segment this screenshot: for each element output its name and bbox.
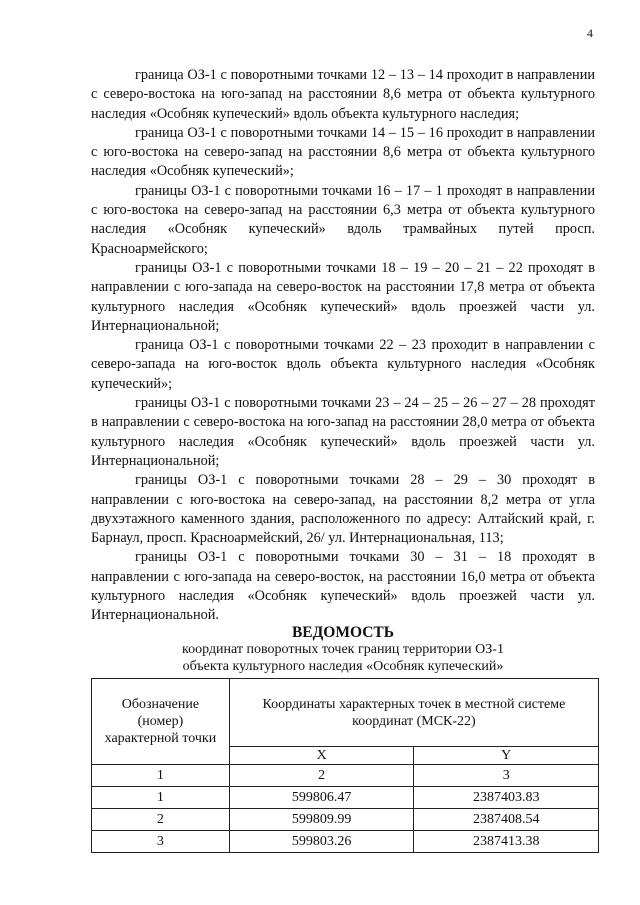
y-coordinate: 2387413.38 <box>414 831 599 853</box>
boundary-description <box>91 66 595 626</box>
point-number: 3 <box>92 831 230 853</box>
header-point-designation: Обозначение (номер) характерной точки <box>92 679 230 765</box>
table-row <box>92 831 599 853</box>
paragraph: граница ОЗ-1 с поворотными точками 14 – 15 – 16 проходит в направлении с юго-востока на северо-запад на расстоянии 8,6 метра от объекта культурного наследия «Особняк купеческий»; <box>91 124 595 180</box>
paragraph: границы ОЗ-1 с поворотными точками 28 – 29 – 30 проходят в направлении с юго-востока на северо-запад, на расстоянии 8,2 метра от угла двухэтажного каменного здания, расположенного по адресу: Алтайский край, г. Барнаул, просп. Красноармейский, 26/ ул. Интернациональная, 113; <box>91 472 595 547</box>
point-number: 1 <box>92 787 230 809</box>
index-cell: 2 <box>229 765 414 787</box>
paragraph: границы ОЗ-1 с поворотными точками 16 – 17 – 1 проходят в направлении с юго-востока на северо-запад на расстоянии 6,3 метра от объекта культурного наследия «Особняк купеческий» вдоль трамвайных путей просп. Красноармейского; <box>91 182 595 257</box>
y-coordinate: 2387403.83 <box>414 787 599 809</box>
index-cell: 3 <box>414 765 599 787</box>
y-coordinate: 2387408.54 <box>414 809 599 831</box>
header-y: Y <box>414 747 599 765</box>
x-coordinate: 599809.99 <box>229 809 414 831</box>
paragraph: граница ОЗ-1 с поворотными точками 12 – 13 – 14 проходит в направлении с северо-востока на юго-запад на расстоянии 8,6 метра от объекта культурного наследия «Особняк купеческий» вдоль объекта культурного наследия; <box>91 67 595 122</box>
point-number: 2 <box>92 809 230 831</box>
header-coordinates: Координаты характерных точек в местной системе координат (МСК-22) <box>229 679 598 747</box>
table-index-row <box>92 765 599 787</box>
page-number: 4 <box>587 26 593 40</box>
table-row <box>92 809 599 831</box>
statement-title: ВЕДОМОСТЬ <box>291 624 395 641</box>
paragraph: границы ОЗ-1 с поворотными точками 23 – 24 – 25 – 26 – 27 – 28 проходят в направлении с северо-востока на юго-запад на расстоянии 28,0 метра от объекта культурного наследия «Особняк купеческий» вдоль проезжей части ул. Интернациональной; <box>91 395 595 469</box>
paragraph: границы ОЗ-1 с поворотными точками 30 – 31 – 18 проходят в направлении с юго-запада на северо-восток, на расстоянии 16,0 метра от объекта культурного наследия «Особняк купеческий» вдоль проезжей части ул. Интернациональной. <box>91 549 595 624</box>
header-x: X <box>229 747 414 765</box>
coordinates-table <box>91 678 599 853</box>
x-coordinate: 599803.26 <box>229 831 414 853</box>
x-coordinate: 599806.47 <box>229 787 414 809</box>
statement-subtitle-line2: объекта культурного наследия «Особняк купеческий» <box>182 658 504 674</box>
paragraph: граница ОЗ-1 с поворотными точками 22 – 23 проходит в направлении с северо-запада на юго-восток вдоль объекта культурного наследия «Особняк купеческий»; <box>91 337 595 392</box>
statement-heading <box>91 624 595 675</box>
statement-subtitle-line1: координат поворотных точек границ территории ОЗ-1 <box>182 642 504 657</box>
paragraph: границы ОЗ-1 с поворотными точками 18 – 19 – 20 – 21 – 22 проходят в направлении с юго-запада на северо-восток на расстоянии 17,8 метра от объекта культурного наследия «Особняк купеческий» вдоль проезжей части ул. Интернациональной; <box>91 259 595 334</box>
index-cell: 1 <box>92 765 230 787</box>
table-row <box>92 787 599 809</box>
